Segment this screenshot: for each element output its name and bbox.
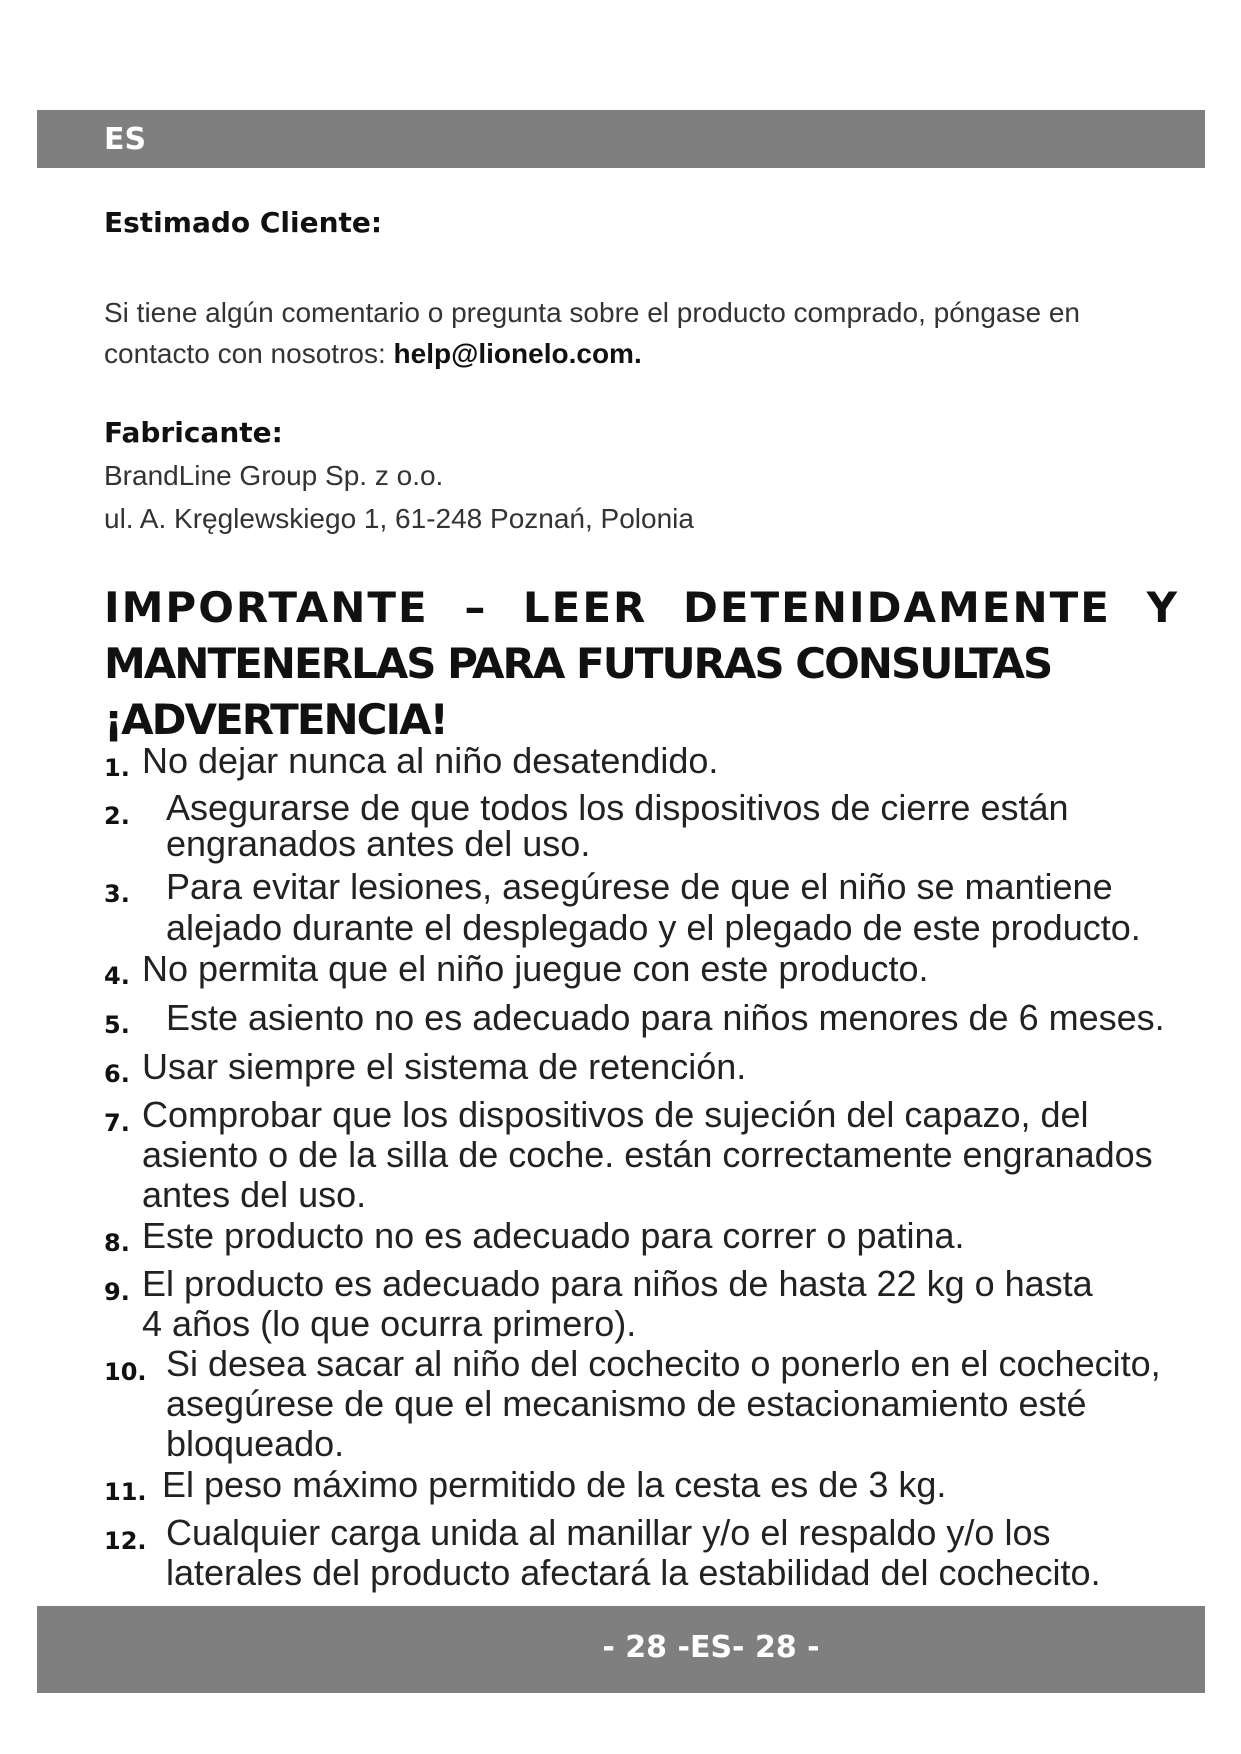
list-item <box>104 1264 1204 1344</box>
contact-text: Si tiene algún comentario o pregunta sobre el producto comprado, póngase en contacto con nosotros: <box>104 297 1080 369</box>
item-number: 1. <box>104 754 130 782</box>
manufacturer-address: ul. A. Kręglewskiego 1, 61-248 Poznań, Polonia <box>104 503 694 534</box>
item-number: 2. <box>104 802 130 830</box>
item-text: Si desea sacar al niño del cochecito o ponerlo en el cochecito, asegúrese de que el mecanismo de estacionamiento esté bloqueado. <box>166 1343 1161 1464</box>
item-number: 10. <box>104 1358 147 1386</box>
list-item <box>104 1215 1204 1264</box>
page-number: - 28 -ES- 28 - <box>602 1630 820 1665</box>
item-number: 6. <box>104 1060 130 1088</box>
heading-word: Y <box>1146 583 1179 632</box>
language-code: ES <box>104 122 147 157</box>
item-text: El peso máximo permitido de la cesta es de 3 kg. <box>162 1464 947 1505</box>
list-item <box>104 948 1204 997</box>
item-text: Asegurarse de que todos los dispositivos de cierre están engranados antes del uso. <box>166 787 1069 864</box>
footer-bar <box>37 1606 1205 1693</box>
item-number: 4. <box>104 962 130 990</box>
contact-email: help@lionelo.com. <box>393 338 642 369</box>
item-number: 11. <box>104 1478 147 1506</box>
item-text: Para evitar lesiones, asegúrese de que el niño se mantiene alejado durante el desplegado y el plegado de este producto. <box>166 866 1141 948</box>
list-item <box>104 997 1204 1046</box>
list-item <box>104 1046 1204 1095</box>
list-item <box>104 740 1204 789</box>
item-number: 5. <box>104 1011 130 1039</box>
heading-line-2: MANTENERLAS PARA FUTURAS CONSULTAS <box>104 639 1052 688</box>
heading-word: DETENIDAMENTE <box>682 583 1111 632</box>
heading-word: LEER <box>522 583 648 632</box>
heading-line-1 <box>104 580 1179 636</box>
list-item <box>104 1513 1204 1593</box>
list-item <box>104 1344 1204 1464</box>
item-text: Comprobar que los dispositivos de sujeción del capazo, del asiento o de la silla de coche. están correctamente engranados antes del uso. <box>142 1094 1153 1215</box>
item-number: 9. <box>104 1278 130 1306</box>
manufacturer-label: Fabricante: <box>104 416 283 449</box>
manufacturer-name: BrandLine Group Sp. z o.o. <box>104 460 444 491</box>
greeting: Estimado Cliente: <box>104 206 383 239</box>
list-item <box>104 787 1204 864</box>
item-number: 3. <box>104 880 130 908</box>
list-item <box>104 866 1204 948</box>
heading-word: – <box>464 583 488 632</box>
item-number: 12. <box>104 1527 147 1555</box>
list-item <box>104 1464 1204 1513</box>
item-number: 8. <box>104 1229 130 1257</box>
item-text: El producto es adecuado para niños de hasta 22 kg o hasta 4 años (lo que ocurra primero). <box>142 1263 1093 1344</box>
item-text: Usar siempre el sistema de retención. <box>142 1046 747 1087</box>
contact-paragraph <box>104 292 1184 374</box>
header-bar <box>37 110 1205 168</box>
warning-title: ¡ADVERTENCIA! <box>104 695 447 744</box>
item-text: Cualquier carga unida al manillar y/o el respaldo y/o los laterales del producto afectará la estabilidad del cochecito. <box>166 1512 1101 1593</box>
item-text: Este asiento no es adecuado para niños menores de 6 meses. <box>166 997 1165 1038</box>
item-number: 7. <box>104 1109 130 1137</box>
important-heading <box>104 580 1179 748</box>
list-item <box>104 1095 1204 1215</box>
heading-word: IMPORTANTE <box>104 583 429 632</box>
item-text: No permita que el niño juegue con este producto. <box>142 948 929 989</box>
warnings-list <box>104 740 1204 1593</box>
item-text: No dejar nunca al niño desatendido. <box>142 740 719 781</box>
item-text: Este producto no es adecuado para correr o patina. <box>142 1215 965 1256</box>
